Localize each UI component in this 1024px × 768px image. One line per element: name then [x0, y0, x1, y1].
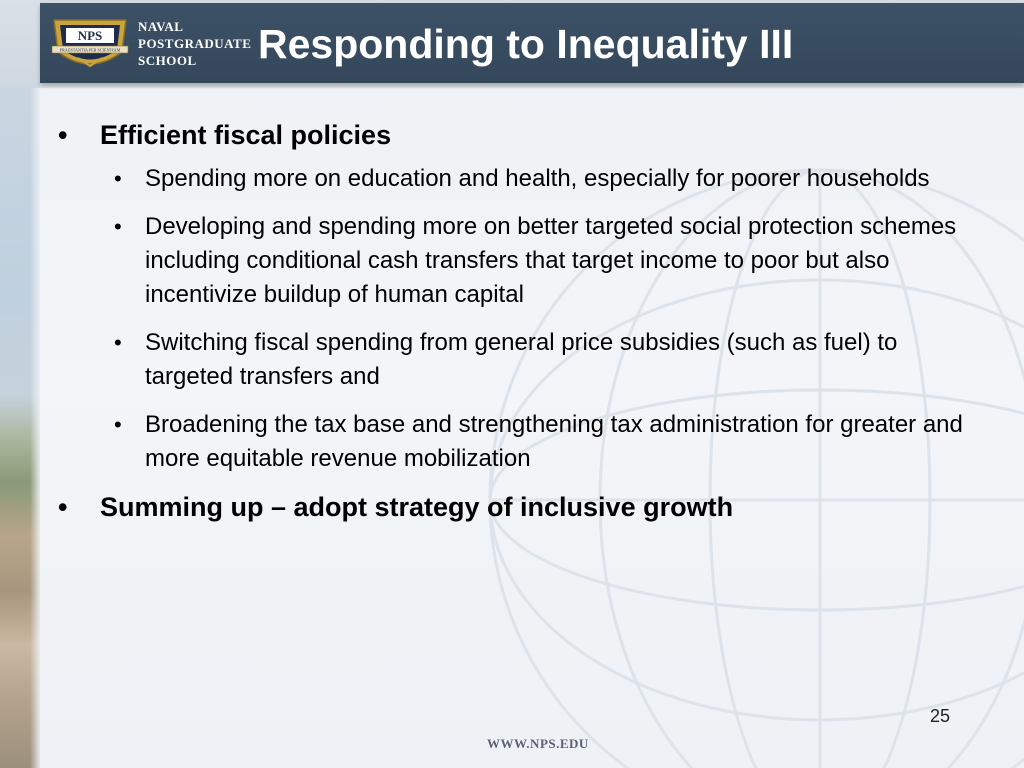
sub-bullet-icon: • — [114, 330, 122, 355]
footer-url: WWW.NPS.EDU — [487, 736, 589, 751]
campus-photo-strip — [0, 88, 40, 768]
sub-bullet-item — [58, 162, 978, 196]
sub-bullet-icon: • — [114, 412, 122, 437]
slide-header — [0, 0, 1024, 88]
school-name — [138, 18, 251, 69]
header-left-strip — [0, 0, 40, 88]
logo-motto: PRAESTANTIA PER SCIENTIAM — [59, 47, 121, 53]
bullet-item — [58, 490, 978, 524]
bullet-icon: • — [58, 120, 68, 150]
bullet-icon: • — [58, 492, 68, 522]
logo-text: NPS — [77, 28, 103, 43]
slide-title: Responding to Inequality III — [258, 21, 794, 67]
bullet-text: Summing up – adopt strategy of inclusive growth — [100, 492, 734, 522]
sub-bullet-icon: • — [114, 214, 122, 239]
school-name-line-2: POSTGRADUATE — [138, 36, 252, 51]
school-name-line-3: SCHOOL — [138, 53, 197, 68]
page-number: 25 — [930, 706, 951, 726]
slide-content — [58, 118, 978, 524]
nps-logo-icon — [48, 12, 132, 76]
school-name-line-1: NAVAL — [138, 19, 184, 34]
bullet-text: Efficient fiscal policies — [100, 120, 392, 150]
sub-bullet-list — [58, 162, 978, 476]
sub-bullet-text: Developing and spending more on better targeted social protection schemes including conditional cash transfers that target income to poor but also incentivize buildup of human capital — [145, 213, 957, 308]
bullet-item — [58, 118, 978, 152]
sub-bullet-icon: • — [114, 166, 122, 191]
sub-bullet-item — [58, 210, 978, 312]
sub-bullet-text: Broadening the tax base and strengthening tax administration for greater and more equitable revenue mobilization — [145, 411, 963, 472]
sub-bullet-item — [58, 326, 978, 394]
sub-bullet-text: Switching fiscal spending from general price subsidies (such as fuel) to targeted transfers and — [145, 329, 898, 390]
sub-bullet-item — [58, 408, 978, 476]
sub-bullet-text: Spending more on education and health, especially for poorer households — [145, 165, 930, 192]
